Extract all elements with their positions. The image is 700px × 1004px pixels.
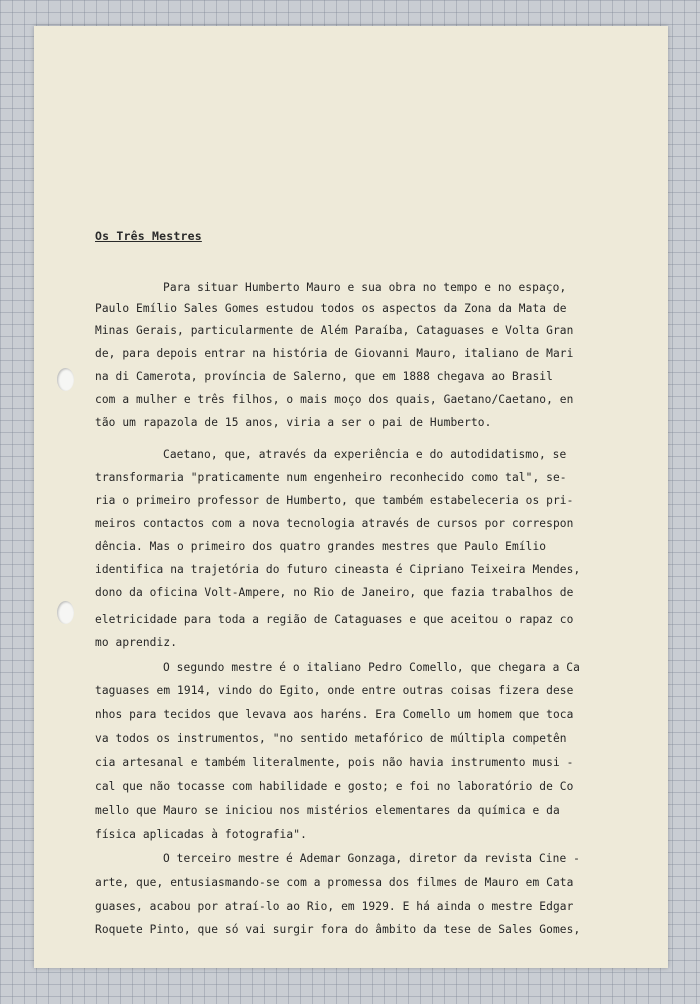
text-line: tão um rapazola de 15 anos, viria a ser o pai de Humberto. [95, 416, 492, 429]
text-line: Caetano, que, através da experiência e do autodidatismo, se [163, 448, 567, 461]
text-line: va todos os instrumentos, "no sentido metafórico de múltipla competên [95, 732, 567, 745]
text-line: O segundo mestre é o italiano Pedro Comello, que chegara a Ca [163, 661, 580, 674]
text-line: de, para depois entrar na história de Giovanni Mauro, italiano de Mari [95, 347, 574, 360]
text-line: cal que não tocasse com habilidade e gosto; e foi no laboratório de Co [95, 780, 574, 793]
text-line: arte, que, entusiasmando-se com a promessa dos filmes de Mauro em Cata [95, 876, 574, 889]
text-line: Paulo Emílio Sales Gomes estudou todos os aspectos da Zona da Mata de [95, 302, 567, 315]
punch-hole [57, 368, 74, 391]
text-line: física aplicadas à fotografia". [95, 828, 307, 841]
text-line: Para situar Humberto Mauro e sua obra no tempo e no espaço, [163, 281, 567, 294]
text-line: eletricidade para toda a região de Cataguases e que aceitou o rapaz co [95, 613, 574, 626]
text-line: dono da oficina Volt-Ampere, no Rio de Janeiro, que fazia trabalhos de [95, 586, 574, 599]
text-line: guases, acabou por atraí-lo ao Rio, em 1929. E há ainda o mestre Edgar [95, 900, 574, 913]
text-line: na di Camerota, província de Salerno, que em 1888 chegava ao Brasil [95, 370, 553, 383]
text-line: mo aprendiz. [95, 636, 178, 649]
text-line: ria o primeiro professor de Humberto, que também estabeleceria os pri- [95, 494, 574, 507]
text-line: meiros contactos com a nova tecnologia através de cursos por correspon [95, 517, 574, 530]
text-line: transformaria "praticamente num engenheiro reconhecido como tal", se- [95, 471, 567, 484]
text-line: taguases em 1914, vindo do Egito, onde entre outras coisas fizera dese [95, 684, 574, 697]
text-line: Roquete Pinto, que só vai surgir fora do âmbito da tese de Sales Gomes, [95, 923, 581, 936]
text-line: identifica na trajetória do futuro cineasta é Cipriano Teixeira Mendes, [95, 563, 581, 576]
text-line: Minas Gerais, particularmente de Além Paraíba, Cataguases e Volta Gran [95, 324, 574, 337]
punch-hole [57, 601, 74, 624]
text-line: nhos para tecidos que levava aos haréns. Era Comello um homem que toca [95, 708, 574, 721]
text-line: cia artesanal e também literalmente, pois não havia instrumento musi - [95, 756, 574, 769]
text-line: mello que Mauro se iniciou nos mistérios elementares da química e da [95, 804, 560, 817]
text-line: O terceiro mestre é Ademar Gonzaga, diretor da revista Cine - [163, 852, 580, 865]
document-heading: Os Três Mestres [95, 229, 202, 243]
text-line: com a mulher e três filhos, o mais moço dos quais, Gaetano/Caetano, en [95, 393, 574, 406]
text-line: dência. Mas o primeiro dos quatro grandes mestres que Paulo Emílio [95, 540, 547, 553]
